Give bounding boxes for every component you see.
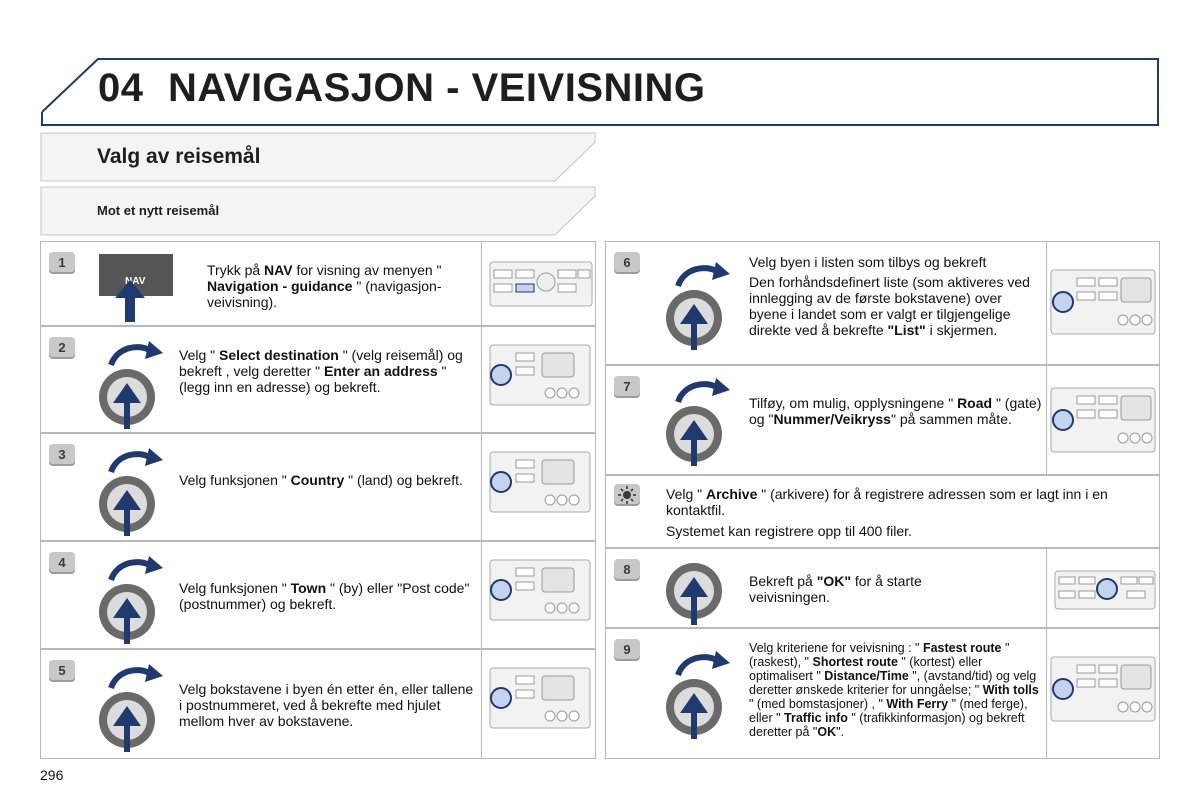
radio-panel-illustration	[1049, 551, 1159, 627]
radio-panel-illustration	[486, 546, 596, 646]
radio-panel	[481, 650, 597, 758]
step-3-text: Velg funksjonen " Country " (land) og bekreft.	[179, 472, 463, 488]
step-5	[40, 649, 596, 759]
tip-icon	[614, 484, 640, 506]
tip-box	[605, 475, 1160, 548]
sun-icon	[614, 484, 640, 506]
rotary-knob-icon	[97, 446, 169, 538]
tip-text: Velg " Archive " (arkivere) for å registrere adressen som er lagt inn i en kontaktfil. Systemet kan registrere opp til 400 filer.	[666, 486, 1156, 539]
step-7	[605, 365, 1160, 475]
step-8	[605, 548, 1160, 628]
chapter-header	[40, 57, 1160, 127]
subsection-banner	[40, 186, 596, 236]
subsection-title: Mot et nytt reisemål	[97, 203, 220, 218]
radio-panel	[481, 434, 597, 540]
rotary-knob-icon	[97, 554, 169, 646]
step-number: 9	[614, 639, 640, 661]
radio-panel-illustration	[486, 438, 596, 538]
radio-panel-illustration	[486, 654, 596, 754]
step-7-text: Tilføy, om mulig, opplysningene " Road " (gate) og "Nummer/Veikryss" på sammen måte.	[749, 395, 1042, 427]
radio-panel-illustration	[1049, 252, 1159, 362]
radio-panel	[1046, 629, 1161, 758]
step-number: 5	[49, 660, 75, 682]
radio-panel	[1046, 366, 1161, 474]
step-3	[40, 433, 596, 541]
step-number: 6	[614, 252, 640, 274]
radio-panel	[481, 327, 597, 432]
section-title: Valg av reisemål	[97, 145, 261, 168]
nav-key-icon	[95, 252, 181, 322]
step-number: 4	[49, 552, 75, 574]
tip-line2: Systemet kan registrere opp til 400 filer.	[666, 523, 912, 539]
rotary-knob-icon	[97, 339, 169, 431]
step-6	[605, 241, 1160, 365]
step-9	[605, 628, 1160, 759]
step-4	[40, 541, 596, 649]
step-2	[40, 326, 596, 433]
radio-panel-illustration	[486, 331, 596, 431]
section-banner	[40, 132, 596, 182]
rotary-knob-icon	[664, 553, 736, 627]
step-1	[40, 241, 596, 326]
step-1-text: Trykk på NAV for visning av menyen " Navigation - guidance " (navigasjon-veivisning).	[207, 262, 442, 310]
rotary-knob-icon	[664, 649, 736, 741]
radio-panel	[481, 242, 597, 325]
radio-panel	[1046, 242, 1161, 364]
step-number: 8	[614, 559, 640, 581]
step-number: 1	[49, 252, 75, 274]
radio-panel-illustration	[1049, 643, 1159, 743]
step-6-line1: Velg byen i listen som tilbys og bekreft	[749, 254, 987, 270]
step-8-text: Bekreft på "OK" for å starte veivisningen.	[749, 573, 922, 605]
step-number: 2	[49, 337, 75, 359]
step-9-text: Velg kriteriene for veivisning : " Fastest route " (raskest), " Shortest route " (kortest) eller optimalisert " Distance/Time ", (avstand/tid) og velg deretter ønskede kriterier for unngåelse; " With tolls " (med bomstasjoner) , " With Ferry " (med ferge), eller " Traffic info " (trafikkinformasjon) og bekreft deretter på "OK".	[749, 641, 1039, 739]
step-number: 7	[614, 376, 640, 398]
step-4-text: Velg funksjonen " Town " (by) eller "Post code" (postnummer) og bekreft.	[179, 580, 470, 612]
chapter-number: 04	[98, 66, 144, 110]
rotary-knob-icon	[664, 376, 736, 468]
radio-panel-illustration	[1049, 374, 1159, 474]
radio-panel	[1046, 549, 1161, 627]
nav-key-label: NAV	[125, 276, 146, 287]
rotary-knob-icon	[97, 662, 169, 754]
step-6-text: Velg byen i listen som tilbys og bekreft Den forhåndsdefinert liste (som aktiveres ved innlegging av de første bokstavene) over byene i landet som er valgt er tilgjengelige direkte ved å bekrefte "List" i skjermen.	[749, 254, 1039, 338]
radio-panel	[481, 542, 597, 648]
radio-panel-illustration	[486, 244, 596, 324]
step-number: 3	[49, 444, 75, 466]
page-number: 296	[40, 767, 64, 783]
step-5-text: Velg bokstavene i byen én etter én, eller tallene i postnummeret, ved å bekrefte med hjulet mellom hver av bokstavene.	[179, 681, 474, 729]
chapter-title: NAVIGASJON - VEIVISNING	[168, 66, 706, 110]
rotary-knob-icon	[664, 260, 736, 352]
step-2-text: Velg " Select destination " (velg reisemål) og bekreft , velg deretter " Enter an address " (legg inn en adresse) og bekreft.	[179, 347, 463, 395]
